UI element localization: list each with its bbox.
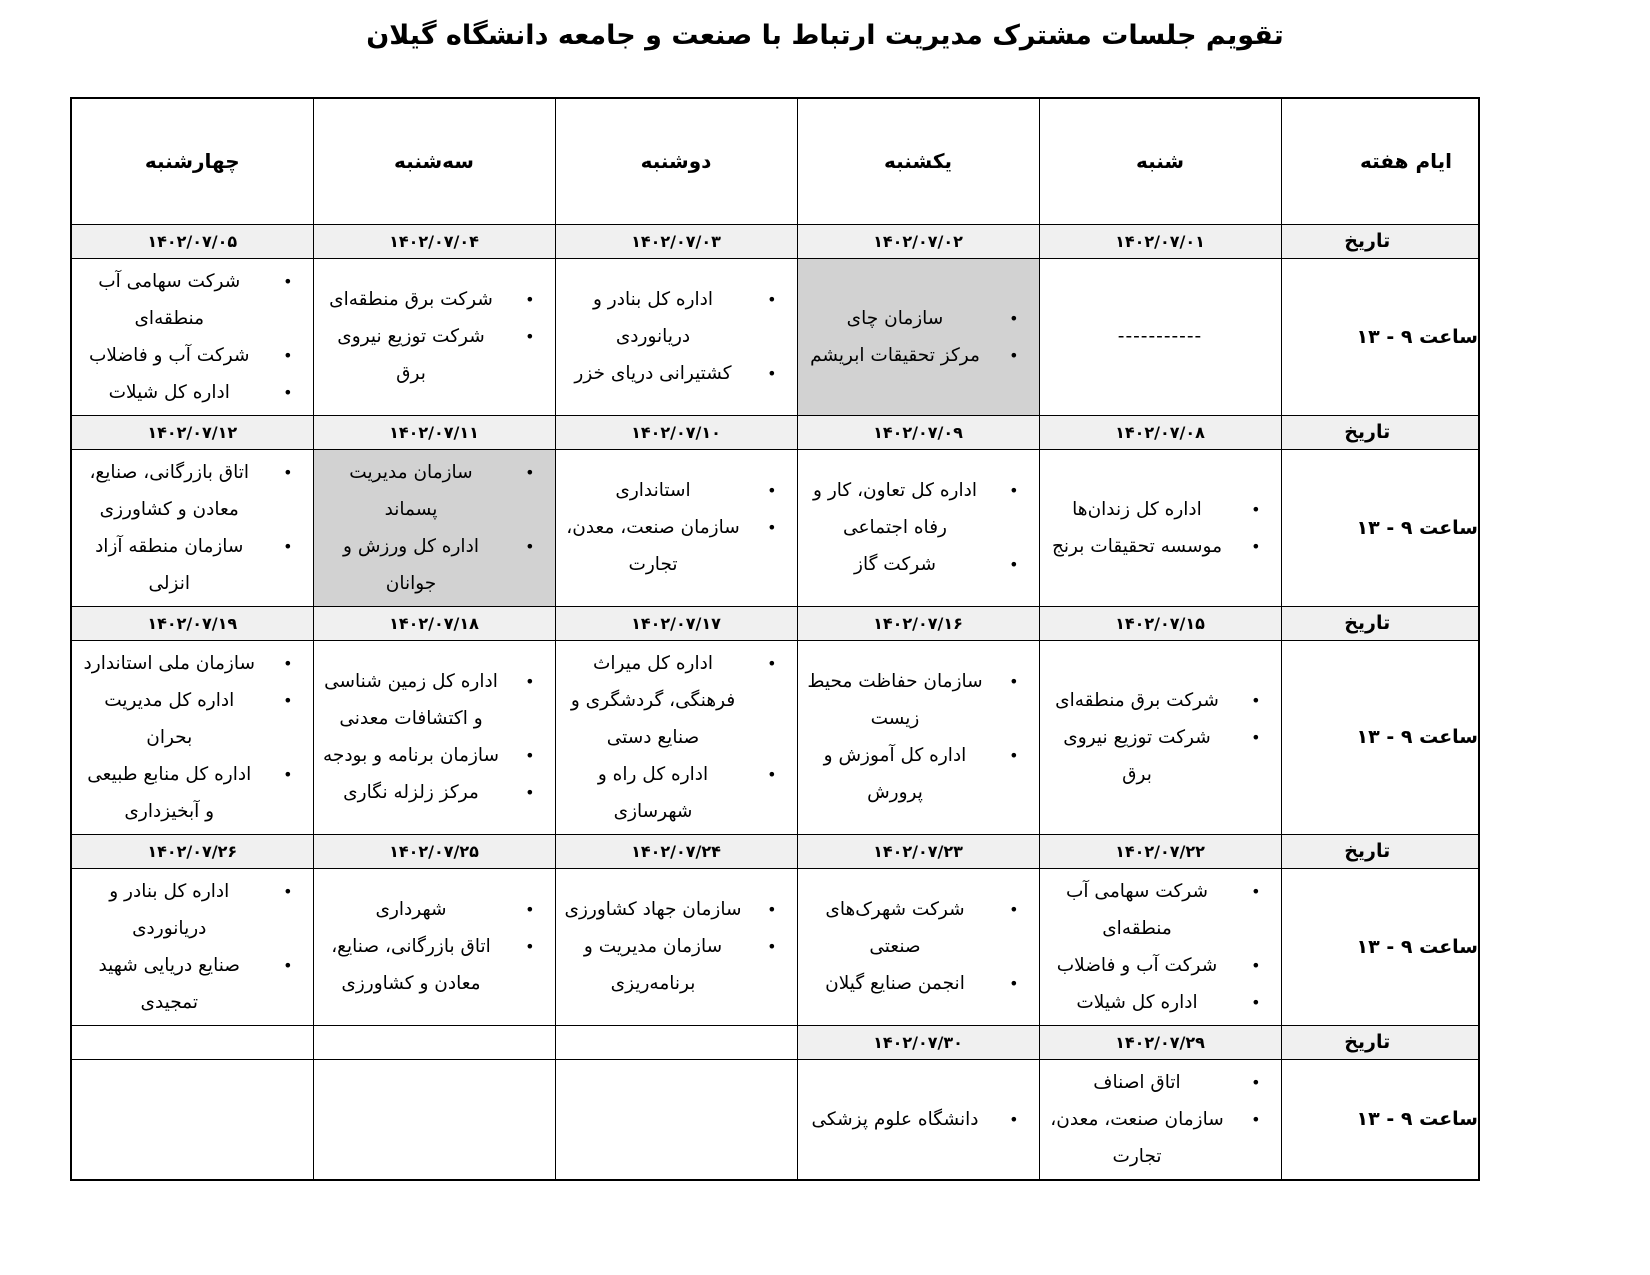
date-row <box>71 606 1479 640</box>
org-item <box>556 281 797 355</box>
org-item <box>556 355 797 392</box>
org-name: کشتیرانی دریای خزر <box>574 363 732 384</box>
org-item <box>556 509 797 583</box>
schedule-cell <box>797 258 1039 415</box>
bullet-icon: • <box>525 290 535 309</box>
org-name: موسسه تحقیقات برنج <box>1051 535 1223 557</box>
org-item <box>798 546 1039 583</box>
date-cell: ۱۴۰۲/۰۷/۱۱ <box>313 415 555 449</box>
org-name: اداره کل میراث فرهنگی، گردشگری و صنایع دستی <box>570 652 736 748</box>
bullet-icon: • <box>767 481 777 500</box>
schedule-cell <box>71 258 313 415</box>
date-cell: ۱۴۰۲/۰۷/۳۰ <box>797 1025 1039 1059</box>
org-item <box>556 645 797 756</box>
org-item <box>72 756 313 830</box>
org-item <box>72 337 313 374</box>
date-cell: ۱۴۰۲/۰۷/۱۰ <box>555 415 797 449</box>
date-cell: ۱۴۰۲/۰۷/۲۳ <box>797 834 1039 868</box>
org-name: شرکت برق منطقه‌ای <box>329 289 493 310</box>
org-item <box>1040 873 1281 947</box>
date-row <box>71 224 1479 258</box>
bullet-icon: • <box>525 672 535 691</box>
org-name: اداره کل تعاون، کار و رفاه اجتماعی <box>813 480 977 538</box>
day-header-sunday: یکشنبه <box>797 98 1039 224</box>
date-row <box>71 415 1479 449</box>
date-cell: ۱۴۰۲/۰۷/۰۳ <box>555 224 797 258</box>
date-cell <box>555 1025 797 1059</box>
org-name: شهرداری <box>375 899 447 920</box>
org-name: سازمان چای <box>846 307 944 329</box>
bullet-icon: • <box>283 653 293 673</box>
org-name: اداره کل زندان‌ها <box>1072 498 1202 520</box>
date-row-label: تاریخ <box>1281 606 1479 640</box>
date-cell: ۱۴۰۲/۰۷/۲۵ <box>313 834 555 868</box>
org-name: اداره کل ورزش و جوانان <box>343 535 479 594</box>
time-label: ساعت ۹ - ۱۳ <box>1281 258 1479 415</box>
org-name: اتاق بازرگانی، صنایع، معادن و کشاورزی <box>331 936 491 994</box>
org-item <box>314 528 555 602</box>
bullet-icon: • <box>767 653 777 673</box>
schedule-cell <box>313 1059 555 1180</box>
org-item <box>1040 947 1281 984</box>
org-name: مرکز تحقیقات ابریشم <box>810 344 980 366</box>
org-item <box>314 318 555 392</box>
bullet-icon: • <box>1009 746 1019 765</box>
bullet-icon: • <box>1251 727 1261 747</box>
org-item <box>72 263 313 337</box>
org-item <box>314 774 555 811</box>
org-name: سازمان مدیریت پسماند <box>349 461 473 520</box>
org-name: دانشگاه علوم پزشکی <box>811 1108 979 1130</box>
org-item <box>314 891 555 928</box>
org-item <box>798 1101 1039 1138</box>
time-label: ساعت ۹ - ۱۳ <box>1281 449 1479 606</box>
org-name: شرکت سهامی آب منطقه‌ای <box>1066 880 1208 939</box>
bullet-icon: • <box>767 764 777 784</box>
org-name: شرکت برق منطقه‌ای <box>1055 689 1219 711</box>
schedule-cell <box>797 868 1039 1025</box>
schedule-cell <box>1039 258 1281 415</box>
meetings-row <box>71 449 1479 606</box>
org-item <box>556 756 797 830</box>
schedule-cell <box>1039 1059 1281 1180</box>
org-name: سازمان مدیریت و برنامه‌ریزی <box>583 936 723 994</box>
bullet-icon: • <box>1251 1109 1261 1129</box>
org-item <box>798 891 1039 965</box>
org-name: اداره کل مدیریت بحران <box>104 689 235 748</box>
bullet-icon: • <box>283 462 293 482</box>
bullet-icon: • <box>525 327 535 346</box>
schedule-cell <box>555 868 797 1025</box>
schedule-cell <box>555 449 797 606</box>
org-item <box>72 374 313 411</box>
empty-placeholder: ----------- <box>1117 326 1203 347</box>
date-cell: ۱۴۰۲/۰۷/۱۹ <box>71 606 313 640</box>
bullet-icon: • <box>283 536 293 556</box>
date-row-label: تاریخ <box>1281 1025 1479 1059</box>
date-cell: ۱۴۰۲/۰۷/۲۶ <box>71 834 313 868</box>
org-item <box>1040 528 1281 565</box>
schedule-cell <box>1039 868 1281 1025</box>
bullet-icon: • <box>1009 345 1019 365</box>
date-cell: ۱۴۰۲/۰۷/۰۱ <box>1039 224 1281 258</box>
bullet-icon: • <box>1251 955 1261 975</box>
schedule-cell <box>71 1059 313 1180</box>
day-header-row <box>71 98 1479 224</box>
org-item <box>72 682 313 756</box>
org-item <box>798 472 1039 546</box>
org-item <box>556 472 797 509</box>
schedule-cell <box>797 640 1039 834</box>
org-item <box>314 928 555 1002</box>
date-cell: ۱۴۰۲/۰۷/۱۵ <box>1039 606 1281 640</box>
bullet-icon: • <box>525 536 535 556</box>
bullet-icon: • <box>1251 536 1261 556</box>
date-cell: ۱۴۰۲/۰۷/۲۹ <box>1039 1025 1281 1059</box>
bullet-icon: • <box>1251 690 1261 710</box>
org-item <box>1040 682 1281 719</box>
bullet-icon: • <box>767 364 777 383</box>
bullet-icon: • <box>767 900 777 919</box>
bullet-icon: • <box>283 690 293 710</box>
date-cell: ۱۴۰۲/۰۷/۲۴ <box>555 834 797 868</box>
date-row-label: تاریخ <box>1281 224 1479 258</box>
week-column-header: ایام هفته <box>1281 98 1479 224</box>
meetings-row <box>71 258 1479 415</box>
date-cell: ۱۴۰۲/۰۷/۱۲ <box>71 415 313 449</box>
bullet-icon: • <box>1009 672 1019 691</box>
schedule-cell <box>555 640 797 834</box>
schedule-cell <box>1039 449 1281 606</box>
time-label: ساعت ۹ - ۱۳ <box>1281 868 1479 1025</box>
org-item <box>1040 1064 1281 1101</box>
org-item <box>72 947 313 1021</box>
schedule-table <box>70 97 1480 1181</box>
date-cell: ۱۴۰۲/۰۷/۰۹ <box>797 415 1039 449</box>
org-name: سازمان صنعت، معدن، تجارت <box>566 517 740 575</box>
org-name: سازمان صنعت، معدن، تجارت <box>1050 1108 1224 1167</box>
schedule-cell <box>797 1059 1039 1180</box>
bullet-icon: • <box>1009 555 1019 574</box>
bullet-icon: • <box>283 271 293 291</box>
date-cell <box>71 1025 313 1059</box>
org-name: سازمان برنامه و بودجه <box>322 745 500 766</box>
date-cell: ۱۴۰۲/۰۷/۰۴ <box>313 224 555 258</box>
meetings-row <box>71 868 1479 1025</box>
org-name: شرکت گاز <box>854 554 936 575</box>
bullet-icon: • <box>1009 900 1019 919</box>
meetings-row <box>71 640 1479 834</box>
schedule-cell <box>313 449 555 606</box>
org-name: استانداری <box>615 480 691 501</box>
org-name: اداره کل منابع طبیعی و آبخیزداری <box>87 763 252 822</box>
schedule-cell <box>71 449 313 606</box>
org-name: سازمان ملی استاندارد <box>83 652 255 674</box>
date-cell: ۱۴۰۲/۰۷/۱۷ <box>555 606 797 640</box>
bullet-icon: • <box>1009 974 1019 993</box>
day-header-saturday: شنبه <box>1039 98 1281 224</box>
day-header-monday: دوشنبه <box>555 98 797 224</box>
org-name: اداره کل شیلات <box>108 381 230 403</box>
org-name: اداره کل زمین شناسی و اکتشافات معدنی <box>324 671 498 729</box>
org-name: شرکت آب و فاضلاب <box>1056 954 1218 976</box>
org-name: اداره کل بنادر و دریانوردی <box>592 289 714 347</box>
page-title: تقویم جلسات مشترک مدیریت ارتباط با صنعت و جامعه دانشگاه گیلان <box>366 20 1284 51</box>
date-cell <box>313 1025 555 1059</box>
bullet-icon: • <box>1009 308 1019 328</box>
org-item <box>314 663 555 737</box>
org-name: مرکز زلزله نگاری <box>343 782 479 803</box>
org-item <box>798 337 1039 374</box>
org-name: شرکت توزیع نیروی برق <box>337 326 485 384</box>
org-item <box>1040 491 1281 528</box>
bullet-icon: • <box>525 783 535 802</box>
org-name: صنایع دریایی شهید تمجیدی <box>98 954 241 1013</box>
date-cell: ۱۴۰۲/۰۷/۱۶ <box>797 606 1039 640</box>
bullet-icon: • <box>283 881 293 901</box>
org-item <box>72 645 313 682</box>
meetings-row <box>71 1059 1479 1180</box>
schedule-cell <box>797 449 1039 606</box>
org-item <box>798 965 1039 1002</box>
org-item <box>556 891 797 928</box>
schedule-cell <box>313 258 555 415</box>
org-name: اداره کل شیلات <box>1076 991 1198 1013</box>
date-row-label: تاریخ <box>1281 415 1479 449</box>
bullet-icon: • <box>767 937 777 956</box>
org-name: شرکت سهامی آب منطقه‌ای <box>98 270 241 329</box>
org-item <box>798 737 1039 811</box>
org-name: اداره کل راه و شهرسازی <box>597 763 709 822</box>
bullet-icon: • <box>767 290 777 309</box>
org-item <box>72 528 313 602</box>
org-item <box>798 300 1039 337</box>
schedule-cell <box>71 640 313 834</box>
bullet-icon: • <box>283 382 293 402</box>
bullet-icon: • <box>525 900 535 919</box>
org-name: اتاق بازرگانی، صنایع، معادن و کشاورزی <box>89 461 250 520</box>
org-item <box>556 928 797 1002</box>
org-name: شرکت آب و فاضلاب <box>89 344 250 366</box>
bullet-icon: • <box>525 937 535 956</box>
org-item <box>1040 984 1281 1021</box>
bullet-icon: • <box>1251 499 1261 519</box>
bullet-icon: • <box>1009 1109 1019 1129</box>
org-name: اتاق اصناف <box>1093 1071 1181 1093</box>
org-name: سازمان جهاد کشاورزی <box>564 899 742 920</box>
bullet-icon: • <box>1251 992 1261 1012</box>
day-header-wednesday: چهارشنبه <box>71 98 313 224</box>
bullet-icon: • <box>1009 481 1019 500</box>
org-item <box>798 663 1039 737</box>
bullet-icon: • <box>525 462 535 482</box>
org-name: سازمان منطقه آزاد انزلی <box>95 535 244 594</box>
day-header-tuesday: سه‌شنبه <box>313 98 555 224</box>
date-row-label: تاریخ <box>1281 834 1479 868</box>
time-label: ساعت ۹ - ۱۳ <box>1281 640 1479 834</box>
org-name: شرکت شهرک‌های صنعتی <box>825 899 965 957</box>
date-cell: ۱۴۰۲/۰۷/۰۲ <box>797 224 1039 258</box>
org-name: اداره کل آموزش و پرورش <box>823 745 967 803</box>
date-row <box>71 1025 1479 1059</box>
date-row <box>71 834 1479 868</box>
date-cell: ۱۴۰۲/۰۷/۰۵ <box>71 224 313 258</box>
org-item <box>72 454 313 528</box>
org-item <box>1040 719 1281 793</box>
schedule-cell <box>555 258 797 415</box>
date-cell: ۱۴۰۲/۰۷/۰۸ <box>1039 415 1281 449</box>
bullet-icon: • <box>1251 881 1261 901</box>
org-item <box>72 873 313 947</box>
org-item <box>314 737 555 774</box>
org-item <box>1040 1101 1281 1175</box>
date-cell: ۱۴۰۲/۰۷/۱۸ <box>313 606 555 640</box>
bullet-icon: • <box>767 518 777 537</box>
org-item <box>314 281 555 318</box>
schedule-cell <box>313 868 555 1025</box>
date-cell: ۱۴۰۲/۰۷/۲۲ <box>1039 834 1281 868</box>
org-name: سازمان حفاظت محیط زیست <box>807 671 983 729</box>
bullet-icon: • <box>283 955 293 975</box>
schedule-cell <box>555 1059 797 1180</box>
schedule-cell <box>1039 640 1281 834</box>
schedule-cell <box>313 640 555 834</box>
bullet-icon: • <box>283 345 293 365</box>
bullet-icon: • <box>283 764 293 784</box>
schedule-cell <box>71 868 313 1025</box>
bullet-icon: • <box>525 746 535 765</box>
org-name: اداره کل بنادر و دریانوردی <box>109 880 230 939</box>
org-name: انجمن صنایع گیلان <box>825 973 965 994</box>
bullet-icon: • <box>1251 1072 1261 1092</box>
time-label: ساعت ۹ - ۱۳ <box>1281 1059 1479 1180</box>
org-name: شرکت توزیع نیروی برق <box>1063 726 1211 785</box>
org-item <box>314 454 555 528</box>
